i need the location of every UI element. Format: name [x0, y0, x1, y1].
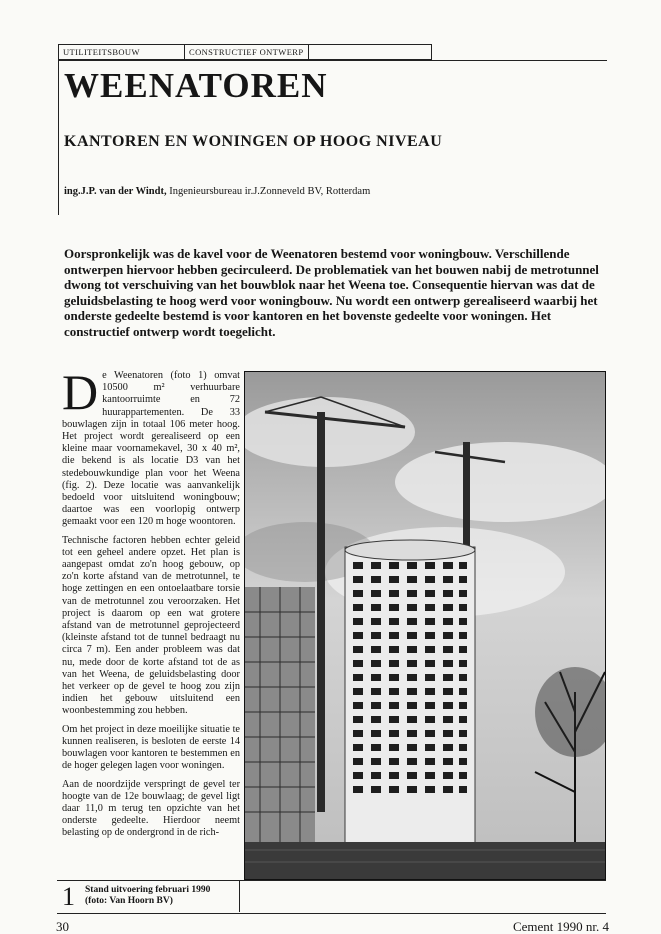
- drop-cap: D: [62, 370, 99, 420]
- page-number: 30: [56, 919, 69, 934]
- lead-paragraph: Oorspronkelijk was de kavel voor de Weenatoren bestemd voor woningbouw. Verschillende ontwerpen hiervoor hebben gecirculeerd. De problematiek van het bouwen nabij de metrotunnel dwong tot verschuiving van het bouwblok naar het Weena toe. Consequentie hiervan was dat de geluidsbelasting te hoog werd voor woningbouw. Nu wordt een ontwerp gerealiseerd waarbij het onderste gedeelte bestemd is voor kantoren en het bovenste gedeelte voor woningen. Het constructief ontwerp wordt toegelicht.: [64, 246, 599, 339]
- body-paragraph-1-text: e Weenatoren (foto 1) omvat 10500 m² verhuurbare kantoorruimte en 72 huurappartementen. De 33 bouwlagen zijn in totaal 106 meter hoog. Het project wordt gerealiseerd op een kleine maar voornamekavel, 30 x 40 m², die bekend is als locatie D3 van het stedebouwkundige plan voor het Weena (fig. 2). Deze locatie was aanvankelijk bedoeld voor uitsluitend woningbouw; daartoe was een voorlopig ontwerp gemaakt voor een 120 m hoge woontoren.: [62, 370, 240, 528]
- category-tab-constructief-ontwerp: CONSTRUCTIEF ONTWERP: [185, 45, 309, 59]
- body-paragraph-3: Om het project in deze moeilijke situatie te kunnen realiseren, is besloten de eerste 14 bouwlagen voor kantoren te bestemmen en de hoger gelegen lagen voor woningen.: [62, 723, 240, 772]
- article-subtitle: KANTOREN EN WONINGEN OP HOOG NIVEAU: [64, 133, 443, 150]
- body-column: [62, 370, 240, 876]
- caption-divider: [239, 881, 240, 912]
- author-line: [64, 186, 370, 197]
- caption-number: 1: [62, 882, 75, 911]
- category-tabs: [58, 44, 432, 60]
- tower-photo: [244, 371, 606, 880]
- publication-source: Cement 1990 nr. 4: [512, 919, 609, 934]
- author-name: ing.J.P. van der Windt,: [64, 186, 167, 197]
- caption-line-1: Stand uitvoering februari 1990: [85, 885, 211, 895]
- category-tab-empty: [309, 45, 431, 59]
- caption-line-2: (foto: Van Hoorn BV): [85, 896, 173, 906]
- body-paragraph-2: Technische factoren hebben echter geleid tot een geheel andere opzet. Het plan is aangepast omdat zo'n hoog gebouw, op zo'n korte afstand van de metrotunnel, te hoge zettingen en een ontoelaatbare torsie van de metrotunnel zou veroorzaken. Het project is daarom op een wat grotere afstand van de metrotunnel geprojecteerd (kleinste afstand tot de tunnel bedraagt nu circa 7 m). Een ander probleem was dat nu, mede door de korte afstand tot de as van het Weena, de geluidsbelasting door het verkeer op de gevel te hoog zou zijn indien het gebouw uitsluitend een woonbestemming zou hebben.: [62, 534, 240, 717]
- author-affiliation: Ingenieursbureau ir.J.Zonneveld BV, Rotterdam: [166, 186, 371, 197]
- tower-photo-illustration: [245, 372, 605, 879]
- article-title: WEENATOREN: [64, 66, 328, 105]
- body-paragraph-4: Aan de noordzijde verspringt de gevel ter hoogte van de 12e bouwlaag; de gevel ligt daar 11,0 m terug ten opzichte van het onderste gedeelte. Hierdoor neemt belasting op de ondergrond in de rich-: [62, 778, 240, 839]
- photo-caption: [57, 880, 606, 914]
- body-paragraph-1: [62, 370, 240, 529]
- caption-text: [85, 885, 210, 907]
- category-tab-utiliteitsbouw: UTILITEITSBOUW: [59, 45, 185, 59]
